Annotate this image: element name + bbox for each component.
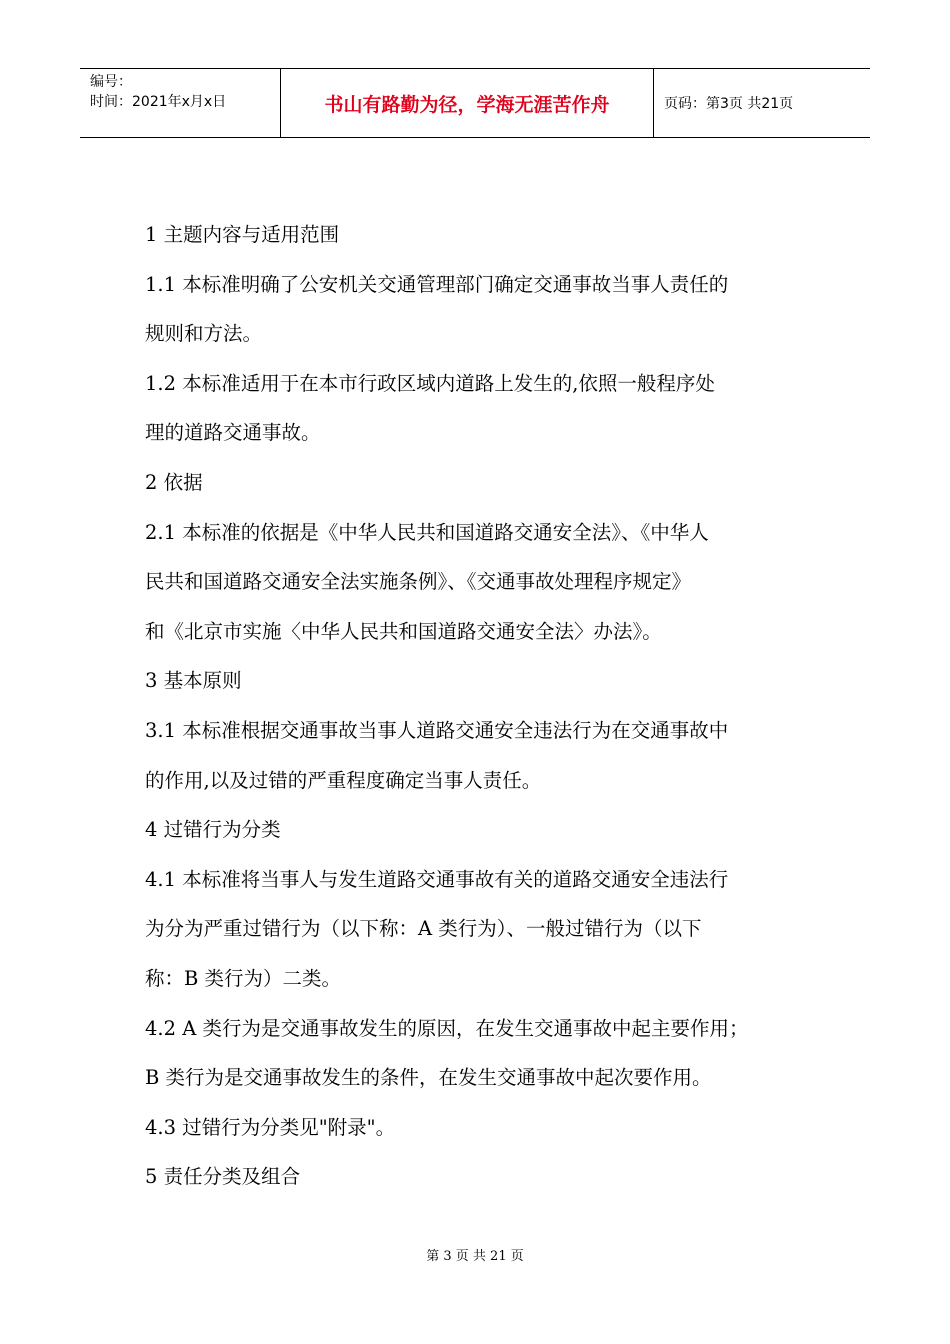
- document-body: [145, 210, 825, 1202]
- paragraph-line: 理的道路交通事故。: [145, 421, 321, 445]
- header-page-info: 页码：第3页 共21页: [664, 96, 794, 112]
- paragraph-line: 民共和国道路交通安全法实施条例》、《交通事故处理程序规定》: [145, 570, 692, 594]
- document-date: 时间：2021年x月x日: [90, 94, 227, 110]
- paragraph-line: B 类行为是交通事故发生的条件，在发生交通事故中起次要作用。: [145, 1066, 712, 1090]
- document-number-label: 编号：: [90, 74, 132, 90]
- header-motto: 书山有路勤为径，学海无涯苦作舟: [280, 69, 654, 137]
- paragraph-line: 1.1 本标准明确了公安机关交通管理部门确定交通事故当事人责任的: [145, 272, 729, 296]
- paragraph-line: 4.1 本标准将当事人与发生道路交通事故有关的道路交通安全违法行: [145, 867, 729, 891]
- paragraph-line: 4.3 过错行为分类见"附录"。: [145, 1115, 396, 1139]
- header-meta: [80, 69, 280, 137]
- paragraph-line: 3.1 本标准根据交通事故当事人道路交通安全违法行为在交通事故中: [145, 718, 729, 742]
- paragraph-line: 2.1 本标准的依据是《中华人民共和国道路交通安全法》、《中华人: [145, 520, 709, 544]
- paragraph-line: 为分为严重过错行为（以下称：A 类行为）、一般过错行为（以下: [145, 917, 702, 941]
- paragraph-line: 称：B 类行为）二类。: [145, 966, 342, 990]
- section-heading: 3 基本原则: [145, 669, 242, 693]
- paragraph-line: 1.2 本标准适用于在本市行政区域内道路上发生的,依照一般程序处: [145, 371, 715, 395]
- paragraph-line: 4.2 A 类行为是交通事故发生的原因，在发生交通事故中起主要作用；: [145, 1016, 749, 1040]
- paragraph-line: 的作用,以及过错的严重程度确定当事人责任。: [145, 768, 542, 792]
- section-heading: 5 责任分类及组合: [145, 1165, 301, 1189]
- paragraph-line: 和《北京市实施〈中华人民共和国道路交通安全法〉办法》。: [145, 619, 662, 643]
- section-heading: 1 主题内容与适用范围: [145, 223, 340, 246]
- paragraph-line: 规则和方法。: [145, 322, 263, 346]
- page-header: [80, 68, 870, 138]
- section-heading: 4 过错行为分类: [145, 818, 281, 842]
- page-footer: 第 3 页 共 21 页: [426, 1249, 524, 1264]
- section-heading: 2 依据: [145, 470, 203, 494]
